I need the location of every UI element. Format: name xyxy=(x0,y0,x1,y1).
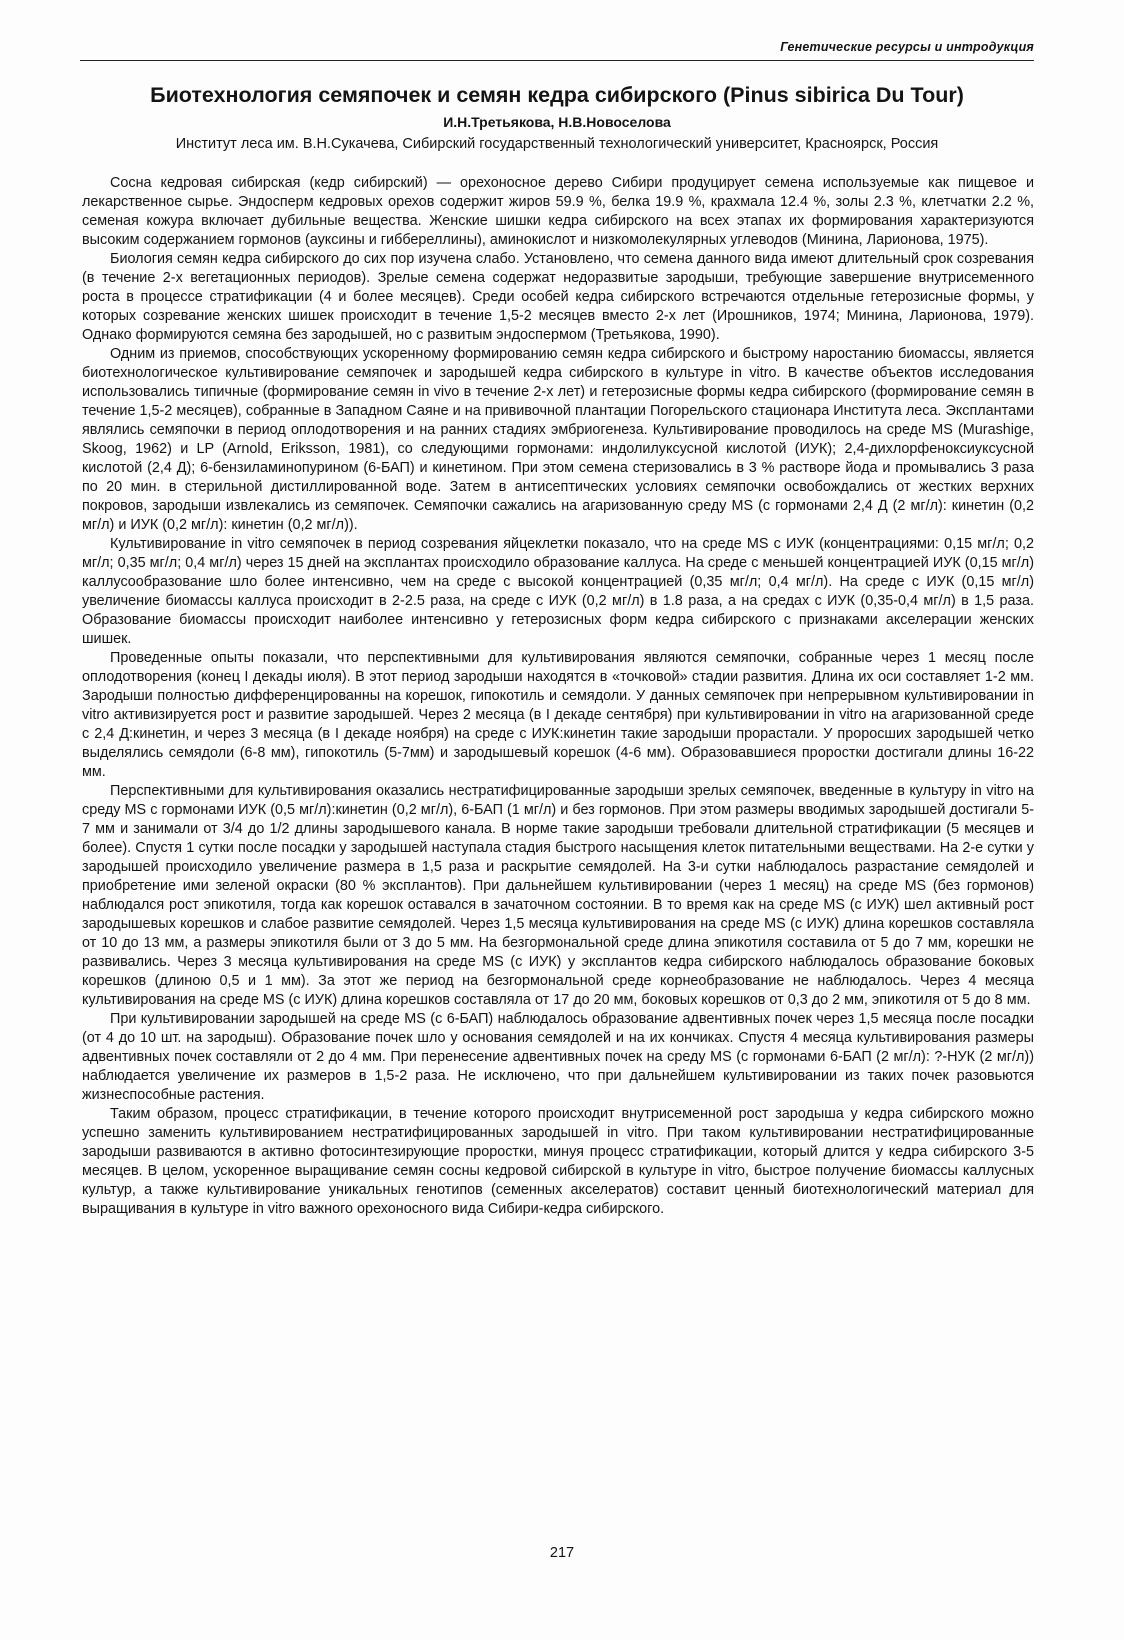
page-number: 217 xyxy=(549,1545,575,1561)
article-authors: И.Н.Третьякова, Н.В.Новоселова xyxy=(443,114,671,130)
running-head: Генетические ресурсы и интродукция xyxy=(780,40,1034,54)
header-divider xyxy=(80,60,1034,61)
paragraph-8: Таким образом, процесс стратификации, в течение которого происходит внутрисеменной рост зародыша у кедра сибирского можно успешно заменить культивированием нестратифицированных зародышей in vitro. При таком культивировании нестратифицированные зародыши развиваются в активно фотосинтезирующие проростки, минуя процесс стратификации, который длится у кедра сибирского 3-5 месяцев. В целом, ускоренное выращивание семян сосны кедровой сибирской в культуре in vitro, быстрое получение биомассы каллусных культур, а также культивирование уникальных генотипов (семенных акселератов) составит ценный биотехнологический материал для выращивания в культуре in vitro важного орехоносного вида Сибири-кедра сибирского. xyxy=(82,1106,1034,1217)
paragraph-6: Перспективными для культивирования оказались нестратифицированные зародыши зрелых семяпочек, введенные в культуру in vitro на среду MS с гормонами ИУК (0,5 мг/л):кинетин (0,2 мг/л), 6-БАП (1 мг/л) и без гормонов. При этом размеры вводимых зародышей достигали 5-7 мм и занимали от 3/4 до 1/2 длины зародышевого канала. В норме такие зародыши требовали длительной стратификации (5 месяцев и более). Спустя 1 сутки после посадки у зародышей наступала стадия быстрого насыщения клеток питательными веществами. На 2-е сутки у зародышей происходило увеличение размера в 1,5 раза и раскрытие семядолей. На 3-и сутки наблюдалось разрастание семядолей и приобретение ими зеленой окраски (80 % эксплантов). При дальнейшем культивировании (через 1 месяц) на среде MS (без гормонов) наблюдался рост эпикотиля, тогда как корешок оставался в зачаточном состоянии. В то время как на среде MS (с ИУК) шел активный рост зародышевых корешков и слабое развитие семядолей. Через 1,5 месяца культивирования на среде MS (с ИУК) длина корешков составляла от 10 до 13 мм, а размеры эпикотиля были от 3 до 5 мм. На безгормональной среде длина эпикотиля составила от 5 до 7 мм, корешки не развивались. Через 3 месяца культивирования на среде MS (с ИУК) у эксплантов кедра сибирского наблюдалось образование боковых корешков (длиною 0,5 и 1 мм). За этот же период на безгормональной среде корнеобразование не наблюдалось. Через 4 месяца культивирования на среде MS (с ИУК) длина корешков составляла от 17 до 20 мм, боковых корешков от 0,3 до 2 мм, эпикотиля от 5 до 8 мм. xyxy=(82,783,1034,1008)
paragraph-7: При культивировании зародышей на среде MS (с 6-БАП) наблюдалось образование адвентивных почек через 1,5 месяца после посадки (от 4 до 10 шт. на зародыш). Образование почек шло у основания семядолей и на их кончиках. Спустя 4 месяца культивирования размеры адвентивных почек составляли от 2 до 4 мм. При перенесение адвентивных почек на среду MS (с гормонами 6-БАП (2 мг/л): ?-НУК (2 мг/л)) наблюдается увеличение их размеров в 1,5-2 раза. Не исключено, что при дальнейшем культивировании из таких почек разовьются жизнеспособные растения. xyxy=(82,1011,1034,1103)
paragraph-1: Сосна кедровая сибирская (кедр сибирский) — орехоносное дерево Сибири продуцирует семена используемые как пищевое и лекарственное сырье. Эндосперм кедровых орехов содержит жиров 59.9 %, белка 19.9 %, крахмала 12.4 %, золы 2.3 %, клетчатки 2.2 %, семеная кожура включает дубильные вещества. Женские шишки кедра сибирского на всех этапах их формирования характеризуются высоким содержанием гормонов (ауксины и гиббереллины), аминокислот и низкомолекулярных углеводов (Минина, Ларионова, 1975). xyxy=(82,175,1034,248)
paragraph-3: Одним из приемов, способствующих ускоренному формированию семян кедра сибирского и быстрому наростанию биомассы, является биотехнологическое культивирование семяпочек и зародышей кедра сибирского в культуре in vitro. В качестве объектов исследования использовались типичные (формирование семян in vivo в течение 2-х лет) и гетерозисные формы кедра сибирского (формирование семян в течение 1,5-2 месяцев), собранные в Западном Саяне и на прививочной плантации Погорельского стационара Института леса. Эксплантами являлись семяпочки в период оплодотворения и на ранних стадиях эмбриогенеза. Культивирование проводилось на среде MS (Murashige, Skoog, 1962) и LP (Arnold, Eriksson, 1981), со следующими гормонами: индолилуксусной кислотой (ИУК); 2,4-дихлорфеноксиуксусной кислотой (2,4 Д); 6-бензиламинопурином (6-БАП) и кинетином. При этом семена стеризовались в 3 % растворе йода и промывались 3 раза по 20 мин. в стерильной дистиллированной воде. Затем в антисептических условиях семяпочки освобождались от жестких верхних покровов, зародыши извлекались из семяпочек. Семяпочки сажались на агаризованную среду MS (с гормонами 2,4 Д (2 мг/л): кинетин (0,2 мг/л) и ИУК (0,2 мг/л): кинетин (0,2 мг/л)). xyxy=(82,346,1034,533)
paragraph-5: Проведенные опыты показали, что перспективными для культивирования являются семяпочки, собранные через 1 месяц после оплодотворения (конец I декады июля). В этот период зародыши находятся в «точковой» стадии развития. Длина их оси составляет 1-2 мм. Зародыши полностью дифференцированны на корешок, гипокотиль и семядоли. У данных семяпочек при непрерывном культивировании in vitro активизируется рост и развитие зародышей. Через 2 месяца (в I декаде сентября) при культивировании in vitro на агаризованной среде с 2,4 Д:кинетин, и через 3 месяца (в I декаде ноября) на среде с ИУК:кинетин такие зародыши прорастали. У проросших зародышей четко выделялись семядоли (6-8 мм), гипокотиль (5-7мм) и зародышевый корешок (4-6 мм). Образовавшиеся проростки достигали длины 16-22 мм. xyxy=(82,650,1034,780)
article-affiliation: Институт леса им. В.Н.Сукачева, Сибирский государственный технологический университет, Красноярск, Россия xyxy=(175,136,939,152)
paragraph-2: Биология семян кедра сибирского до сих пор изучена слабо. Установлено, что семена данного вида имеют длительный срок созревания (в течение 2-х вегетационных периодов). Зрелые семена содержат недоразвитые зародыши, требующие завершение внутрисеменного роста в процессе стратификации (4 и более месяцев). Среди особей кедра сибирского встречаются отдельные гетерозисные формы, у которых созревание женских шишек происходит в течение 1,5-2 месяцев вместо 2-х лет (Ирошников, 1974; Минина, Ларионова, 1979). Однако формируются семяна без зародышей, но с развитым эндоспермом (Третьякова, 1990). xyxy=(82,251,1034,343)
paragraph-4: Культивирование in vitro семяпочек в период созревания яйцеклетки показало, что на среде MS с ИУК (концентрациями: 0,15 мг/л; 0,2 мг/л; 0,35 мг/л; 0,4 мг/л) через 15 дней на эксплантах происходило образование каллуса. На среде с меньшей концентрацией ИУК (0,15 мг/л) каллусообразование шло более интенсивно, чем на среде с высокой концентрацией (0,35 мг/л; 0,4 мг/л). На среде с ИУК (0,15 мг/л) увеличение биомассы каллуса происходит в 2-2.5 раза, на среде с ИУК (0,2 мг/л) в 1.8 раза, а на средах с ИУК (0,35-0,4 мг/л) в 1,5 раза. Образование биомассы происходит наиболее интенсивно у гетерозисных форм кедра сибирского с признаками акселерации женских шишек. xyxy=(82,536,1034,647)
article-title: Биотехнология семяпочек и семян кедра сибирского (Pinus sibirica Du Tour) xyxy=(150,83,964,107)
article-body xyxy=(82,174,1034,1219)
